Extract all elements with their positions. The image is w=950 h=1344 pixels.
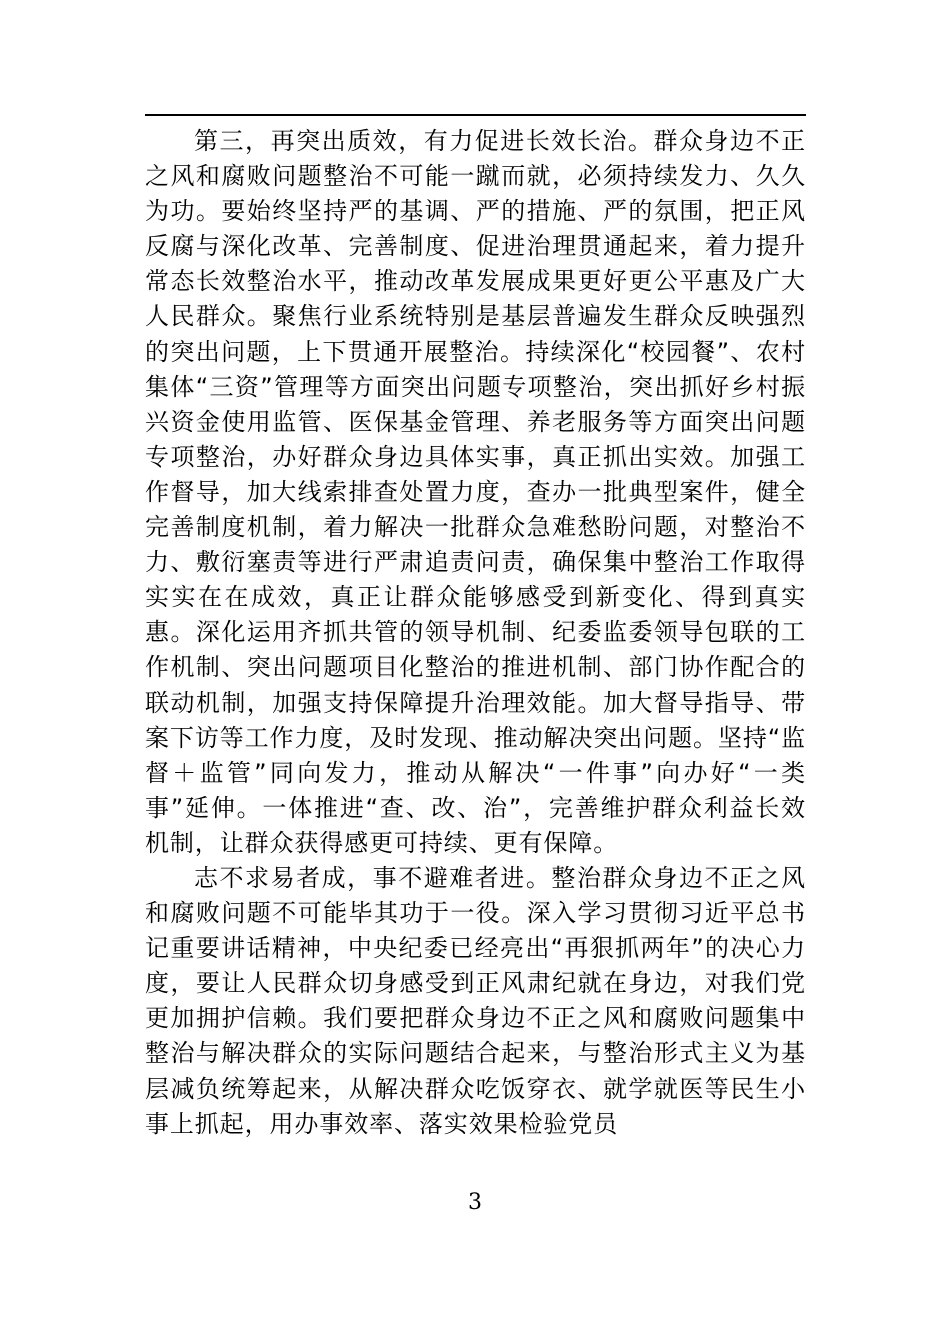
paragraph-1: 第三，再突出质效，有力促进长效长治。群众身边不正之风和腐败问题整治不可能一蹴而就，必须持续发力、久久为功。要始终坚持严的基调、严的措施、严的氛围，把正风反腐与深化改革、完善制度、促进治理贯通起来，着力提升常态长效整治水平，推动改革发展成果更好更公平惠及广大人民群众。聚焦行业系统特别是基层普遍发生群众反映强烈的突出问题，上下贯通开展整治。持续深化“校园餐”、农村集体“三资”管理等方面突出问题专项整治，突出抓好乡村振兴资金使用监管、医保基金管理、养老服务等方面突出问题专项整治，办好群众身边具体实事，真正抓出实效。加强工作督导，加大线索排查处置力度，查办一批典型案件，健全完善制度机制，着力解决一批群众急难愁盼问题，对整治不力、敷衍塞责等进行严肃追责问责，确保集中整治工作取得实实在在成效，真正让群众能够感受到新变化、得到真实惠。深化运用齐抓共管的领导机制、纪委监委领导包联的工作机制、突出问题项目化整治的推进机制、部门协作配合的联动机制，加强支持保障提升治理效能。加大督导指导、带案下访等工作力度，及时发现、推动解决突出问题。坚持“监督＋监管”同向发力，推动从解决“一件事”向办好“一类事”延伸。一体推进“查、改、治”，完善维护群众利益长效机制，让群众获得感更可持续、更有保障。: [145, 127, 806, 857]
paragraph-2: 志不求易者成，事不避难者进。整治群众身边不正之风和腐败问题不可能毕其功于一役。深入学习贯彻习近平总书记重要讲话精神，中央纪委已经亮出“再狠抓两年”的决心力度，要让人民群众切身感受到正风肃纪就在身边，对我们党更加拥护信赖。我们要把群众身边不正之风和腐败问题集中整治与解决群众的实际问题结合起来，与整治形式主义为基层减负统筹起来，从解决群众吃饭穿衣、就学就医等民生小事上抓起，用办事效率、落实效果检验党员: [145, 863, 806, 1138]
page-number: 3: [468, 1190, 482, 1215]
header-divider-line: [145, 114, 806, 116]
body-text: [145, 124, 806, 1142]
